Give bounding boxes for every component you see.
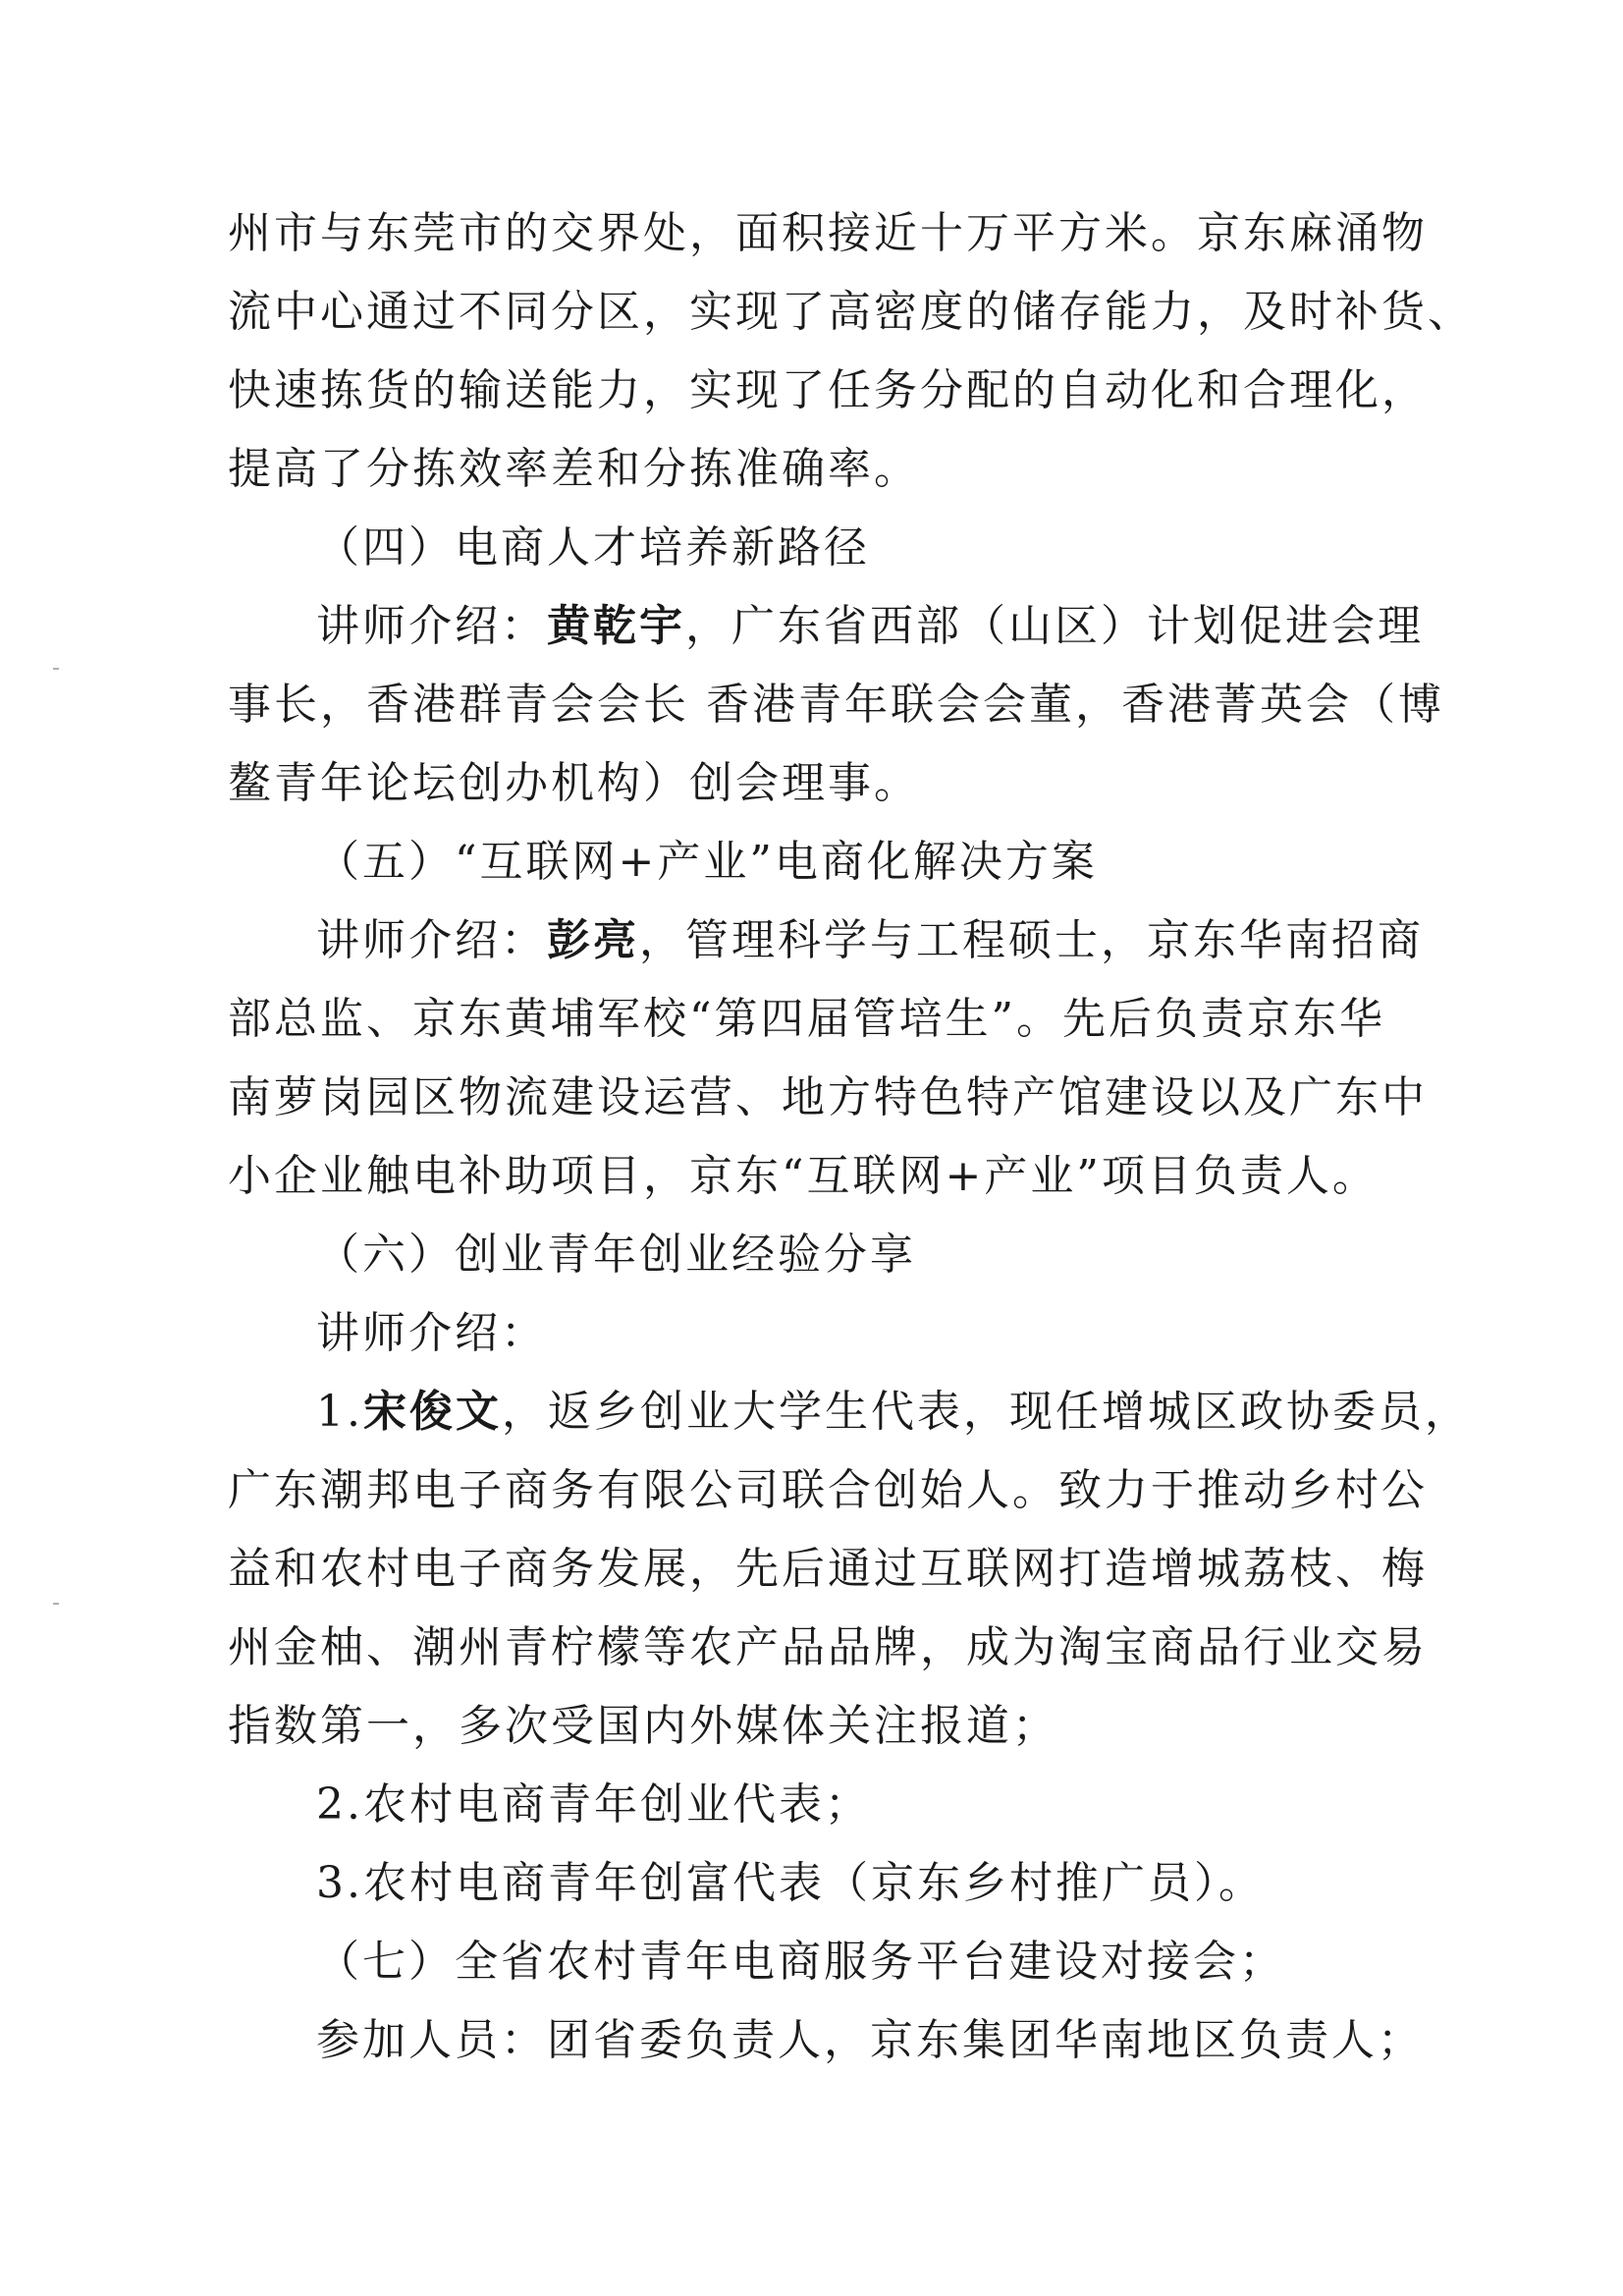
list-item-3: 3.农村电商青年创富代表（京东乡村推广员）。 [316, 1858, 1265, 1908]
participants-line: 参加人员：团省委负责人，京东集团华南地区负责人； [316, 2015, 1424, 2065]
paragraph-line-2: 流中心通过不同分区，实现了高密度的储存能力，及时补货、 [228, 287, 1474, 337]
intro-label: 讲师介绍： [316, 601, 547, 651]
paragraph-line-8: 鳌青年论坛创办机构）创会理事。 [228, 758, 920, 808]
paragraph-line-1: 州市与东莞市的交界处，面积接近十万平方米。京东麻涌物 [228, 208, 1428, 258]
scan-speck [53, 1603, 59, 1605]
item-number: 1. [316, 1387, 363, 1437]
speaker-name: 彭亮 [547, 915, 639, 965]
speaker-name: 黄乾宇 [547, 601, 685, 651]
speaker-intro-5 [316, 911, 1424, 970]
paragraph-line-3: 快速拣货的输送能力，实现了任务分配的自动化和合理化， [228, 365, 1428, 415]
speaker-name: 宋俊文 [362, 1387, 502, 1437]
paragraph-line-12: 南萝岗园区物流建设运营、地方特色特产馆建设以及广东中 [228, 1072, 1428, 1122]
list-item-1 [316, 1383, 1471, 1442]
item-text: ，返乡创业大学生代表，现任增城区政协委员， [501, 1387, 1471, 1437]
section-heading-4: （四）电商人才培养新路径 [316, 522, 870, 573]
section-heading-6: （六）创业青年创业经验分享 [316, 1230, 916, 1280]
section-heading-7: （七）全省农村青年电商服务平台建设对接会； [316, 1937, 1285, 1987]
paragraph-line-20: 指数第一，多次受国内外媒体关注报道； [228, 1701, 1058, 1751]
paragraph-line-18: 益和农村电子商务发展，先后通过互联网打造增城荔枝、梅 [228, 1544, 1428, 1594]
paragraph-line-17: 广东潮邦电子商务有限公司联合创始人。致力于推动乡村公 [228, 1465, 1428, 1515]
intro-label: 讲师介绍： [316, 915, 547, 965]
speaker-intro-4 [316, 597, 1424, 656]
intro-text: ，管理科学与工程硕士，京东华南招商 [639, 915, 1424, 965]
section-heading-5: （五）“互联网+产业”电商化解决方案 [316, 837, 1098, 887]
paragraph-line-7: 事长，香港群青会会长 香港青年联会会董，香港菁英会（博 [228, 680, 1444, 730]
scan-speck [53, 668, 59, 670]
intro-text: ，广东省西部（山区）计划促进会理 [685, 601, 1424, 651]
paragraph-line-13: 小企业触电补助项目，京东“互联网+产业”项目负责人。 [228, 1151, 1379, 1201]
paragraph-line-19: 州金柚、潮州青柠檬等农产品品牌，成为淘宝商品行业交易 [228, 1622, 1428, 1672]
paragraph-line-11: 部总监、京东黄埔军校“第四届管培生”。先后负责京东华 [228, 994, 1385, 1044]
list-item-2: 2.农村电商青年创业代表； [316, 1779, 871, 1830]
speaker-intro-6: 讲师介绍： [316, 1308, 547, 1358]
paragraph-line-4: 提高了分拣效率差和分拣准确率。 [228, 444, 920, 494]
